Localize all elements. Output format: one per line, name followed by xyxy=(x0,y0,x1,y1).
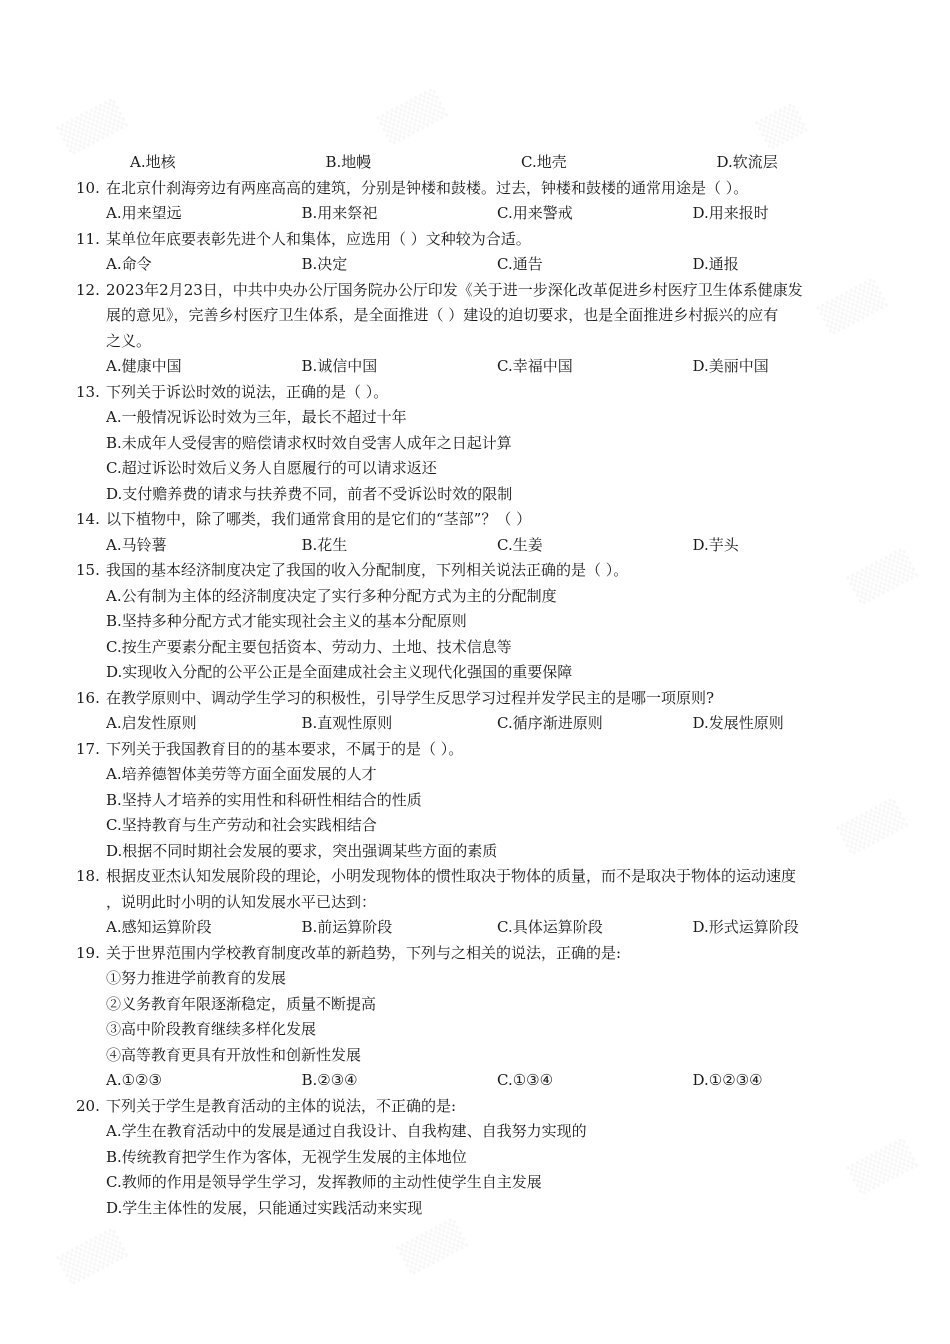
q12-options xyxy=(76,354,886,380)
q12-option-c: C.幸福中国 xyxy=(497,357,573,375)
q11-number: 11. xyxy=(76,229,100,248)
q14-option-d: D.芋头 xyxy=(692,535,739,554)
q10-option-c: C.用来警戒 xyxy=(497,204,573,222)
q10-number: 10. xyxy=(76,178,100,197)
q14-option-b: B.花生 xyxy=(301,535,348,554)
q12-number: 12. xyxy=(76,280,100,299)
q13-number: 13. xyxy=(76,382,100,401)
watermark-layer: ▒▒▒ ▒▒▒ ▒▒ ▒▒▒ ▒▒▒ ▒▒▒ ▒▒▒ ▒▒▒ ▒▒▒ xyxy=(56,86,919,1287)
q20-option-c: C.教师的作用是领导学生学习，发挥教师的主动性使学生自主发展 xyxy=(106,1173,542,1191)
q11-option-c: C.通告 xyxy=(497,255,543,273)
q15-option-a: A.公有制为主体的经济制度决定了实行多种分配方式为主的分配制度 xyxy=(106,586,557,605)
q13-option-d: D.支付赡养费的请求与扶养费不同，前者不受诉讼时效的限制 xyxy=(106,484,513,503)
q17-option-b: B.坚持人才培养的实用性和科研性相结合的性质 xyxy=(106,790,422,809)
q20-option-b: B.传统教育把学生作为客体，无视学生发展的主体地位 xyxy=(106,1147,467,1166)
q18-option-a: A.感知运算阶段 xyxy=(106,918,212,936)
q10-stem xyxy=(76,176,886,202)
q10-options xyxy=(76,201,886,227)
q17-option-c: C.坚持教育与生产劳动和社会实践相结合 xyxy=(106,816,377,834)
q12-stem xyxy=(76,278,886,304)
q15-stem xyxy=(76,558,886,584)
q20-number: 20. xyxy=(76,1096,100,1115)
q16-option-d: D.发展性原则 xyxy=(692,714,784,732)
q17-stem-text: 下列关于我国教育目的的基本要求，不属于的是（ ）。 xyxy=(106,739,464,758)
q10-option-a: A.用来望远 xyxy=(106,204,182,222)
q16-option-b: B.直观性原则 xyxy=(301,714,393,732)
q19-stem-line: ②义务教育年限逐渐稳定，质量不断提高 xyxy=(106,994,377,1013)
q18-option-c: C.具体运算阶段 xyxy=(497,918,603,936)
q15-stem-text: 我国的基本经济制度决定了我国的收入分配制度，下列相关说法正确的是（ ）。 xyxy=(106,561,629,579)
q16-options xyxy=(76,711,886,737)
q14-options xyxy=(76,533,886,559)
q11-option-d: D.通报 xyxy=(692,255,739,273)
q18-stem-line: ，说明此时小明的认知发展水平已达到： xyxy=(106,892,377,911)
q20-stem-text: 下列关于学生是教育活动的主体的说法，不正确的是: xyxy=(106,1096,457,1115)
q12-stem-text: 2023年2月23日，中共中央办公厅国务院办公厅印发《关于进一步深化改革促进乡村医疗卫生体系健康发 xyxy=(106,280,803,299)
q13-option-b: B.未成年人受侵害的赔偿请求权时效自受害人成年之日起计算 xyxy=(106,433,512,452)
q20-option-a: A.学生在教育活动中的发展是通过自我设计、自我构建、自我努力实现的 xyxy=(106,1122,587,1140)
q19-option-d: D.①②③④ xyxy=(692,1071,763,1089)
q9-option-d: D.软流层 xyxy=(716,153,778,171)
q13-option-a: A.一般情况诉讼时效为三年，最长不超过十年 xyxy=(106,408,407,426)
q19-options xyxy=(76,1068,886,1094)
question-list xyxy=(76,150,886,1221)
q17-stem xyxy=(76,737,886,763)
q12-stem-line: 之义。 xyxy=(106,331,152,350)
q18-options xyxy=(76,915,886,941)
q9-options xyxy=(76,150,886,176)
q19-stem-text: 关于世界范围内学校教育制度改革的新趋势，下列与之相关的说法，正确的是: xyxy=(106,943,622,962)
q18-option-d: D.形式运算阶段 xyxy=(692,918,799,936)
q12-option-b: B.诚信中国 xyxy=(301,357,378,375)
q18-stem xyxy=(76,864,886,890)
q17-number: 17. xyxy=(76,739,100,758)
q15-number: 15. xyxy=(76,561,100,579)
q13-stem-text: 下列关于诉讼时效的说法，正确的是（ ）。 xyxy=(106,382,389,401)
q16-stem xyxy=(76,686,886,712)
q19-option-c: C.①③④ xyxy=(497,1071,554,1089)
q13-stem xyxy=(76,380,886,406)
q11-option-a: A.命令 xyxy=(106,255,152,273)
q17-option-a: A.培养德智体美劳等方面全面发展的人才 xyxy=(106,765,377,783)
q13-option-c: C.超过诉讼时效后义务人自愿履行的可以请求返还 xyxy=(106,459,437,477)
q19-option-b: B.②③④ xyxy=(301,1071,358,1089)
q15-option-c: C.按生产要素分配主要包括资本、劳动力、土地、技术信息等 xyxy=(106,637,512,656)
q16-option-a: A.启发性原则 xyxy=(106,714,197,732)
q15-option-b: B.坚持多种分配方式才能实现社会主义的基本分配原则 xyxy=(106,612,467,630)
q12-stem-line: 展的意见》，完善乡村医疗卫生体系，是全面推进（ ）建设的迫切要求，也是全面推进乡村振兴的应有 xyxy=(106,306,779,324)
q19-stem-line: ③高中阶段教育继续多样化发展 xyxy=(106,1020,317,1038)
q12-option-a: A.健康中国 xyxy=(106,357,182,375)
q15-option-d: D.实现收入分配的公平公正是全面建成社会主义现代化强国的重要保障 xyxy=(106,663,573,681)
q18-number: 18. xyxy=(76,867,100,885)
q16-stem-text: 在教学原则中、调动学生学习的积极性，引导学生反思学习过程并发学民主的是哪一项原则? xyxy=(106,688,715,707)
q11-stem-text: 某单位年底要表彰先进个人和集体，应选用（ ）文种较为合适。 xyxy=(106,229,531,248)
q14-stem-text: 以下植物中，除了哪类，我们通常食用的是它们的“茎部”？（ ） xyxy=(106,510,532,528)
q10-option-b: B.用来祭祀 xyxy=(301,204,378,222)
q11-options xyxy=(76,252,886,278)
q11-stem xyxy=(76,227,886,253)
q9-option-a: A.地核 xyxy=(130,153,176,171)
q20-option-d: D.学生主体性的发展，只能通过实践活动来实现 xyxy=(106,1198,423,1217)
q20-stem xyxy=(76,1094,886,1120)
q14-option-c: C.生姜 xyxy=(497,535,543,554)
q14-stem xyxy=(76,507,886,533)
q10-option-d: D.用来报时 xyxy=(692,204,769,222)
q18-stem-text: 根据皮亚杰认知发展阶段的理论，小明发现物体的惯性取决于物体的质量，而不是取决于物体的运动速度 xyxy=(106,867,797,885)
q19-option-a: A.①②③ xyxy=(106,1071,162,1089)
q12-option-d: D.美丽中国 xyxy=(692,357,769,375)
q11-option-b: B.决定 xyxy=(301,255,348,273)
q16-option-c: C.循序渐进原则 xyxy=(497,714,603,732)
q19-number: 19. xyxy=(76,943,100,962)
q14-number: 14. xyxy=(76,510,100,528)
q9-option-b: B.地幔 xyxy=(325,153,372,171)
q19-stem-line: ④高等教育更具有开放性和创新性发展 xyxy=(106,1045,362,1064)
q10-stem-text: 在北京什刹海旁边有两座高高的建筑，分别是钟楼和鼓楼。过去，钟楼和鼓楼的通常用途是（ ）。 xyxy=(106,178,749,197)
q17-option-d: D.根据不同时期社会发展的要求，突出强调某些方面的素质 xyxy=(106,841,498,860)
q18-option-b: B.前运算阶段 xyxy=(301,918,393,936)
q16-number: 16. xyxy=(76,688,100,707)
q9-option-c: C.地壳 xyxy=(521,153,567,171)
q14-option-a: A.马铃薯 xyxy=(106,535,167,554)
q19-stem xyxy=(76,941,886,967)
q19-stem-line: ①努力推进学前教育的发展 xyxy=(106,969,287,987)
